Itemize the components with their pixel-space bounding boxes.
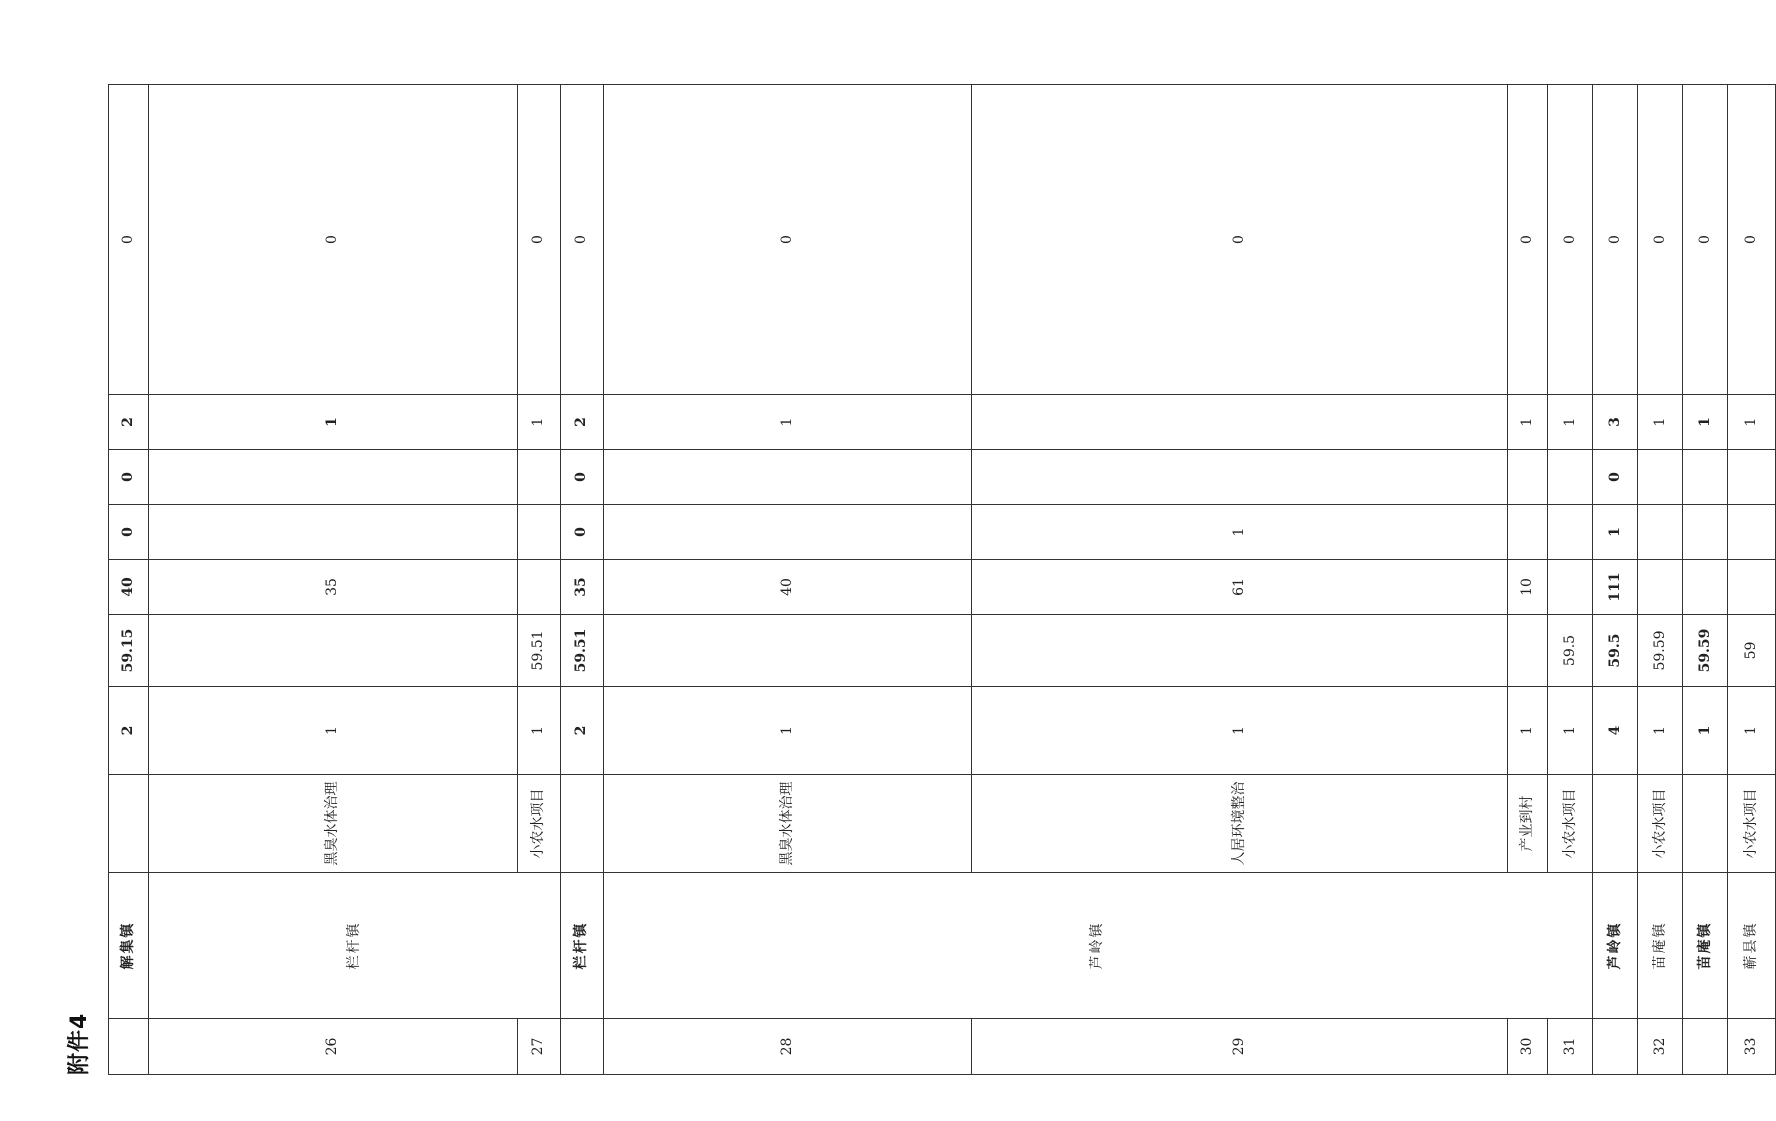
cell-c1: 4 — [1593, 687, 1638, 775]
cell-c4 — [1508, 505, 1548, 560]
cell-c5 — [149, 450, 518, 505]
cell-c3 — [1683, 560, 1728, 615]
cell-c3 — [1728, 560, 1776, 615]
cell-c6: 1 — [1638, 395, 1683, 450]
attachment-label: 附件4 — [67, 1012, 92, 1075]
cell-c1: 1 — [603, 687, 972, 775]
cell-c2 — [603, 615, 972, 687]
cell-project: 小农水项目 — [517, 775, 560, 873]
cell-c3: 40 — [109, 560, 149, 615]
cell-c5: 0 — [560, 450, 603, 505]
cell-c4 — [1548, 505, 1593, 560]
cell-c6 — [972, 395, 1508, 450]
cell-c4: 1 — [972, 505, 1508, 560]
cell-c1: 1 — [1683, 687, 1728, 775]
table-row — [1593, 85, 1638, 1075]
cell-c6: 1 — [1728, 395, 1776, 450]
cell-c3: 10 — [1508, 560, 1548, 615]
cell-project: 产业到村 — [1508, 775, 1548, 873]
cell-c4 — [149, 505, 518, 560]
cell-project: 黑臭水体治理 — [149, 775, 518, 873]
cell-c6: 2 — [109, 395, 149, 450]
cell-project: 黑臭水体治理 — [603, 775, 972, 873]
cell-c3 — [517, 560, 560, 615]
cell-project: 小农水项目 — [1728, 775, 1776, 873]
cell-c1: 1 — [149, 687, 518, 775]
cell-c5 — [517, 450, 560, 505]
cell-c3 — [1638, 560, 1683, 615]
cell-project: 人居环境整治 — [972, 775, 1508, 873]
cell-no: 26 — [149, 1019, 518, 1075]
table-row — [1683, 85, 1728, 1075]
cell-c5: 0 — [109, 450, 149, 505]
cell-region: 蕲县镇 — [1728, 873, 1776, 1019]
cell-c4: 1 — [1593, 505, 1638, 560]
cell-c6: 1 — [1683, 395, 1728, 450]
table-row — [1728, 85, 1776, 1075]
cell-project — [1683, 775, 1728, 873]
cell-c2: 59.59 — [1683, 615, 1728, 687]
cell-c6: 1 — [1508, 395, 1548, 450]
cell-c2: 59.59 — [1638, 615, 1683, 687]
cell-region: 苗庵镇 — [1638, 873, 1683, 1019]
table-row — [109, 85, 149, 1075]
cell-no: 27 — [517, 1019, 560, 1075]
cell-c4 — [517, 505, 560, 560]
cell-c3: 35 — [560, 560, 603, 615]
cell-project — [560, 775, 603, 873]
cell-no: 28 — [603, 1019, 972, 1075]
cell-c1: 1 — [1548, 687, 1593, 775]
cell-no — [109, 1019, 149, 1075]
cell-c5 — [1728, 450, 1776, 505]
cell-region: 芦岭镇 — [1593, 873, 1638, 1019]
cell-c2: 59.5 — [1593, 615, 1638, 687]
cell-no: 32 — [1638, 1019, 1683, 1075]
cell-c6: 1 — [1548, 395, 1593, 450]
cell-c3: 111 — [1593, 560, 1638, 615]
cell-c1: 1 — [1638, 687, 1683, 775]
cell-c2: 59.5 — [1548, 615, 1593, 687]
cell-c6: 1 — [149, 395, 518, 450]
cell-c7: 0 — [149, 85, 518, 395]
cell-c6: 1 — [603, 395, 972, 450]
table-row — [149, 85, 518, 1075]
cell-c7: 0 — [560, 85, 603, 395]
cell-c7: 0 — [1638, 85, 1683, 395]
cell-c1: 2 — [109, 687, 149, 775]
cell-no — [560, 1019, 603, 1075]
cell-c1: 1 — [972, 687, 1508, 775]
cell-c2: 59.51 — [560, 615, 603, 687]
cell-c7: 0 — [1593, 85, 1638, 395]
cell-c7: 0 — [1728, 85, 1776, 395]
table-row — [560, 85, 603, 1075]
table-row — [1638, 85, 1683, 1075]
cell-project: 小农水项目 — [1548, 775, 1593, 873]
cell-c1: 2 — [560, 687, 603, 775]
cell-c5: 0 — [1593, 450, 1638, 505]
rotated-table-container — [108, 85, 1760, 1075]
cell-c5 — [1508, 450, 1548, 505]
cell-c7: 0 — [972, 85, 1508, 395]
cell-c2: 59 — [1728, 615, 1776, 687]
cell-c3: 40 — [603, 560, 972, 615]
cell-c5 — [1638, 450, 1683, 505]
cell-region: 栏杆镇 — [149, 873, 561, 1019]
cell-c5 — [603, 450, 972, 505]
cell-c1: 1 — [1728, 687, 1776, 775]
cell-c2 — [972, 615, 1508, 687]
cell-c7: 0 — [1508, 85, 1548, 395]
cell-c4 — [1683, 505, 1728, 560]
cell-c3: 61 — [972, 560, 1508, 615]
cell-c4: 0 — [109, 505, 149, 560]
cell-c2 — [1508, 615, 1548, 687]
cell-c5 — [1548, 450, 1593, 505]
cell-c4 — [1638, 505, 1683, 560]
cell-c2: 59.15 — [109, 615, 149, 687]
cell-c6: 3 — [1593, 395, 1638, 450]
cell-region: 解集镇 — [109, 873, 149, 1019]
cell-project: 小农水项目 — [1638, 775, 1683, 873]
cell-no: 29 — [972, 1019, 1508, 1075]
cell-c5 — [972, 450, 1508, 505]
cell-no: 33 — [1728, 1019, 1776, 1075]
cell-c3 — [1548, 560, 1593, 615]
cell-no — [1593, 1019, 1638, 1075]
cell-c2: 59.51 — [517, 615, 560, 687]
cell-c2 — [149, 615, 518, 687]
cell-c4: 0 — [560, 505, 603, 560]
cell-no: 31 — [1548, 1019, 1593, 1075]
cell-no: 30 — [1508, 1019, 1548, 1075]
cell-c7: 0 — [603, 85, 972, 395]
cell-project — [109, 775, 149, 873]
cell-c7: 0 — [517, 85, 560, 395]
cell-c3: 35 — [149, 560, 518, 615]
cell-c7: 0 — [1683, 85, 1728, 395]
cell-project — [1593, 775, 1638, 873]
cell-region: 苗庵镇 — [1683, 873, 1728, 1019]
cell-region: 芦岭镇 — [603, 873, 1593, 1019]
cell-c7: 0 — [1548, 85, 1593, 395]
cell-c6: 2 — [560, 395, 603, 450]
cell-c5 — [1683, 450, 1728, 505]
cell-c4 — [1728, 505, 1776, 560]
cell-c1: 1 — [1508, 687, 1548, 775]
cell-c6: 1 — [517, 395, 560, 450]
cell-region: 栏杆镇 — [560, 873, 603, 1019]
cell-c1: 1 — [517, 687, 560, 775]
cell-c4 — [603, 505, 972, 560]
table-row — [603, 85, 972, 1075]
cell-no — [1683, 1019, 1728, 1075]
cell-c7: 0 — [109, 85, 149, 395]
project-progress-table — [108, 84, 1776, 1075]
